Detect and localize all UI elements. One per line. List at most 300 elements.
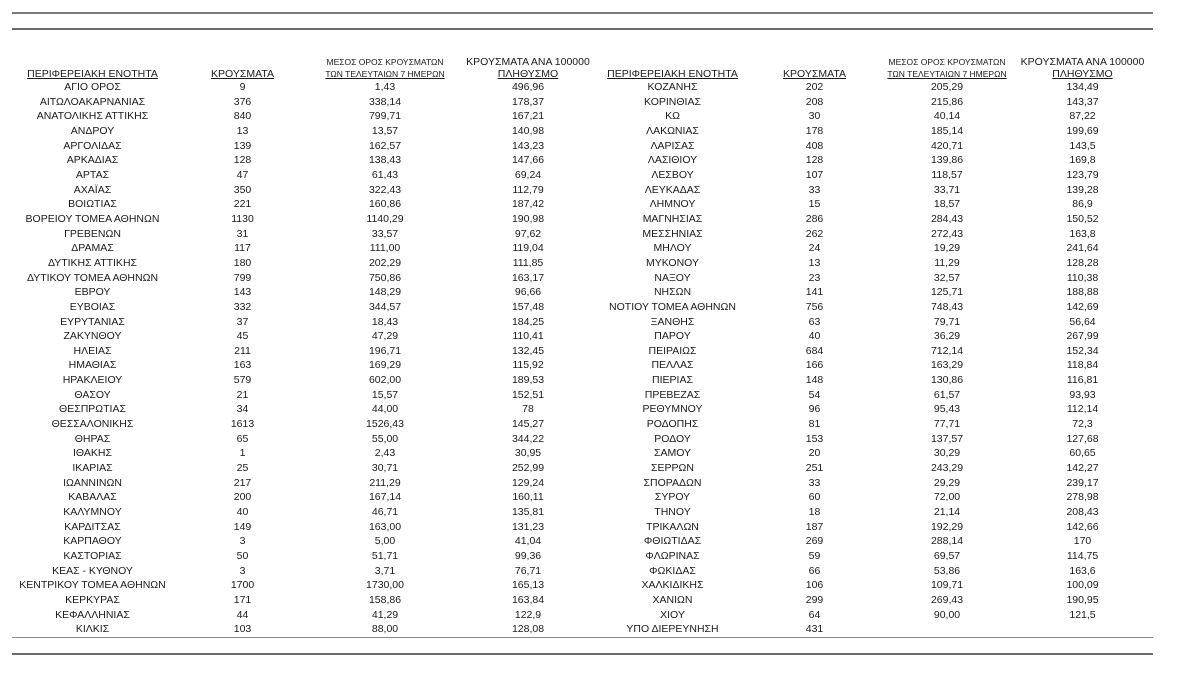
cell-region-right: ΣΥΡΟΥ: [654, 491, 691, 504]
cell-region-left: ΕΒΡΟΥ: [74, 286, 111, 299]
cell-region-left: ΙΚΑΡΙΑΣ: [72, 462, 113, 475]
table-row: [12, 446, 1153, 461]
cell-avg7-left: 160,86: [368, 198, 402, 211]
cell-per100k-right: 118,84: [1066, 359, 1099, 372]
cell-per100k-left: 147,66: [511, 154, 545, 167]
table-row: [12, 534, 1153, 549]
cell-cases-right: 40: [808, 330, 821, 343]
cell-per100k-right: 143,5: [1069, 139, 1096, 152]
table-row: [12, 241, 1153, 256]
cell-per100k-right: 114,75: [1066, 550, 1099, 562]
cell-avg7-right: 11,29: [934, 256, 960, 269]
cell-per100k-right: 60,65: [1069, 447, 1096, 460]
cell-cases-left: 579: [233, 374, 252, 387]
cell-region-left: ΖΑΚΥΝΘΟΥ: [63, 330, 122, 343]
cell-per100k-right: 116,81: [1066, 374, 1099, 387]
cell-region-left: ΑΡΤΑΣ: [75, 168, 110, 181]
cell-cases-right: 286: [805, 212, 824, 225]
header-avg7-left: ΜΕΣΟΣ ΟΡΟΣ ΚΡΟΥΣΜΑΤΩΝ ΤΩΝ ΤΕΛΕΥΤΑΙΩΝ 7 ΗΜΕΡΩΝ: [325, 57, 445, 79]
cell-cases-left: 180: [233, 256, 252, 269]
cell-cases-left: 1700: [230, 579, 255, 592]
cell-cases-left: 163: [233, 359, 252, 372]
cell-per100k-left: 145,27: [511, 418, 545, 431]
cell-region-left: ΔΥΤΙΚΗΣ ΑΤΤΙΚΗΣ: [47, 256, 138, 269]
cell-cases-right: 202: [805, 81, 824, 93]
cell-avg7-right: 420,71: [930, 139, 964, 152]
cell-per100k-right: 134,49: [1066, 81, 1099, 93]
cell-avg7-left: 158,86: [368, 593, 402, 606]
cell-region-left: ΕΥΡΥΤΑΝΙΑΣ: [60, 315, 125, 328]
cell-avg7-right: 32,57: [933, 271, 961, 284]
cell-cases-right: 59: [808, 550, 821, 562]
cell-cases-left: 211: [234, 344, 251, 357]
cell-avg7-left: 163,00: [368, 520, 402, 533]
cell-region-right: ΝΑΞΟΥ: [654, 271, 691, 284]
cell-avg7-right: 21,14: [933, 506, 961, 519]
table-row: [12, 608, 1153, 623]
cell-per100k-left: 99,36: [514, 550, 542, 562]
table-row: [12, 300, 1153, 315]
cell-cases-left: 799: [233, 271, 252, 284]
cell-per100k-left: 152,51: [511, 388, 545, 401]
cell-region-left: ΗΡΑΚΛΕΙΟΥ: [62, 374, 123, 387]
cell-region-right: ΧΙΟΥ: [660, 608, 685, 621]
cell-region-left: ΗΛΕΙΑΣ: [73, 344, 112, 357]
table-row: [12, 432, 1153, 447]
cell-region-left: ΚΑΛΥΜΝΟΥ: [63, 506, 122, 519]
cell-avg7-left: 202,29: [368, 256, 402, 269]
cell-region-left: ΓΡΕΒΕΝΩΝ: [64, 227, 121, 240]
cell-per100k-left: 78: [522, 403, 534, 416]
cell-region-right: ΚΩ: [665, 110, 680, 123]
cell-region-right: ΦΛΩΡΙΝΑΣ: [645, 550, 700, 562]
cell-avg7-left: 1140,29: [366, 212, 404, 225]
cell-per100k-right: 142,69: [1066, 300, 1099, 313]
cell-cases-right: 684: [805, 344, 824, 357]
cell-region-right: ΠΕΛΛΑΣ: [651, 359, 694, 372]
cell-per100k-left: 119,04: [512, 242, 544, 255]
cell-region-left: ΙΩΑΝΝΙΝΩΝ: [63, 476, 122, 489]
cell-per100k-right: 188,88: [1066, 286, 1099, 299]
cell-avg7-left: 799,71: [368, 110, 402, 123]
cell-cases-left: 3: [239, 564, 246, 577]
cell-per100k-right: 93,93: [1069, 388, 1096, 401]
header-cases-right: ΚΡΟΥΣΜΑΤΑ: [783, 68, 846, 80]
cell-cases-left: 217: [233, 476, 252, 489]
cell-region-left: ΑΙΤΩΛΟΑΚΑΡΝΑΝΙΑΣ: [39, 95, 146, 108]
table-row: [12, 593, 1153, 608]
cell-per100k-right: 239,17: [1066, 476, 1099, 489]
cell-avg7-right: 284,43: [930, 212, 964, 225]
cell-cases-right: 30: [808, 110, 821, 123]
cell-avg7-left: 602,00: [368, 374, 402, 387]
cell-region-left: ΒΟΡΕΙΟΥ ΤΟΜΕΑ ΑΘΗΝΩΝ: [25, 212, 160, 225]
cell-avg7-left: 196,71: [368, 344, 402, 357]
cell-avg7-right: 53,86: [933, 564, 961, 577]
table-row: [12, 109, 1153, 124]
table-body: [12, 80, 1153, 637]
cell-avg7-right: 30,29: [933, 447, 961, 460]
regional-cases-table: [12, 52, 1153, 637]
table-row: [12, 402, 1153, 417]
cell-avg7-left: 41,29: [371, 608, 399, 621]
cell-avg7-right: 185,14: [930, 124, 964, 137]
cell-cases-right: 60: [808, 491, 821, 504]
cell-cases-right: 153: [805, 432, 824, 445]
cell-avg7-right: 36,29: [933, 330, 961, 343]
cell-cases-right: 299: [805, 593, 824, 606]
cell-cases-right: 33: [808, 183, 821, 196]
cell-region-left: ΚΑΣΤΟΡΙΑΣ: [63, 550, 122, 562]
bottom-rule-outer: [12, 653, 1153, 655]
cell-avg7-left: 33,57: [371, 227, 399, 240]
cell-avg7-left: 1526,43: [366, 418, 404, 431]
cell-per100k-right: 208,43: [1066, 506, 1099, 519]
cell-cases-left: 40: [236, 506, 249, 519]
cell-avg7-right: 712,14: [930, 344, 964, 357]
cell-avg7-right: 243,29: [930, 462, 964, 475]
cell-per100k-left: 167,21: [511, 110, 545, 123]
cell-cases-right: 431: [805, 623, 824, 636]
cell-avg7-left: 344,57: [368, 300, 402, 313]
cell-avg7-right: 137,57: [930, 432, 964, 445]
cell-cases-right: 262: [805, 227, 824, 240]
cell-per100k-left: 96,66: [514, 286, 542, 299]
cell-cases-right: 187: [805, 520, 824, 533]
cell-per100k-left: 140,98: [511, 124, 545, 137]
cell-avg7-right: 95,43: [933, 403, 961, 416]
cell-avg7-left: 750,86: [368, 271, 402, 284]
cell-cases-right: 208: [805, 95, 824, 108]
cell-region-right: ΜΥΚΟΝΟΥ: [645, 256, 699, 269]
cell-avg7-right: 72,00: [933, 491, 961, 504]
table-row: [12, 505, 1153, 520]
cell-per100k-left: 496,96: [511, 81, 545, 93]
cell-avg7-left: 18,43: [371, 315, 399, 328]
cell-region-right: ΛΕΣΒΟΥ: [651, 168, 694, 181]
cell-avg7-left: 5,00: [374, 535, 396, 548]
cell-per100k-left: 69,24: [514, 168, 542, 181]
table-header: [12, 52, 1153, 80]
cell-per100k-right: 112,14: [1066, 403, 1099, 416]
cell-cases-right: 166: [805, 359, 824, 372]
cell-cases-right: 20: [808, 447, 821, 460]
cell-cases-left: 117: [234, 242, 251, 255]
cell-avg7-left: 111,00: [369, 242, 401, 255]
cell-per100k-left: 128,08: [511, 623, 545, 636]
cell-region-left: ΑΡΚΑΔΙΑΣ: [66, 154, 119, 167]
cell-per100k-right: 163,6: [1069, 564, 1096, 577]
cell-avg7-right: 19,29: [933, 242, 961, 255]
cell-cases-right: 15: [808, 198, 821, 211]
cell-per100k-right: 267,99: [1066, 330, 1099, 343]
cell-cases-right: 408: [805, 139, 824, 152]
header-cases-left: ΚΡΟΥΣΜΑΤΑ: [211, 68, 274, 80]
cell-avg7-left: 47,29: [371, 330, 399, 343]
cell-per100k-left: 115,92: [512, 359, 544, 372]
cell-region-right: ΜΕΣΣΗΝΙΑΣ: [642, 227, 703, 240]
cell-avg7-right: 40,14: [933, 110, 961, 123]
cell-region-left: ΙΘΑΚΗΣ: [73, 447, 112, 460]
cell-region-right: ΤΗΝΟΥ: [654, 506, 691, 519]
cell-region-left: ΚΙΛΚΙΣ: [75, 623, 110, 636]
cell-avg7-right: 748,43: [930, 300, 964, 313]
bottom-rule: [12, 637, 1153, 638]
header-region-right: ΠΕΡΙΦΕΡΕΙΑΚΗ ΕΝΟΤΗΤΑ: [607, 68, 738, 80]
cell-region-left: ΚΑΡΔΙΤΣΑΣ: [64, 520, 121, 533]
cell-region-left: ΚΕΡΚΥΡΑΣ: [65, 593, 120, 606]
cell-cases-right: 96: [808, 403, 821, 416]
table-row: [12, 315, 1153, 330]
table-row: [12, 212, 1153, 227]
cell-cases-left: 143: [233, 286, 252, 299]
cell-avg7-left: 88,00: [371, 623, 399, 636]
cell-region-right: ΛΗΜΝΟΥ: [649, 198, 696, 211]
table-row: [12, 358, 1153, 373]
cell-avg7-right: 205,29: [930, 81, 964, 93]
cell-avg7-right: 125,71: [930, 286, 964, 299]
cell-per100k-left: 112,79: [512, 183, 544, 196]
cell-cases-left: 3: [239, 535, 246, 548]
cell-region-left: ΑΝΑΤΟΛΙΚΗΣ ΑΤΤΙΚΗΣ: [36, 110, 149, 123]
cell-per100k-right: 150,52: [1066, 212, 1099, 225]
cell-cases-right: 141: [805, 286, 824, 299]
cell-region-right: ΡΟΔΟΥ: [654, 432, 691, 445]
cell-per100k-right: 87,22: [1069, 110, 1096, 123]
table-row: [12, 344, 1153, 359]
table-row: [12, 329, 1153, 344]
top-rule: [12, 12, 1153, 14]
cell-cases-left: 149: [233, 520, 252, 533]
cell-avg7-left: 167,14: [368, 491, 402, 504]
header-region-left: ΠΕΡΙΦΕΡΕΙΑΚΗ ΕΝΟΤΗΤΑ: [27, 68, 158, 80]
cell-per100k-right: 163,8: [1069, 227, 1096, 240]
cell-avg7-left: 322,43: [368, 183, 402, 196]
cell-region-left: ΚΑΡΠΑΘΟΥ: [63, 535, 122, 548]
cell-per100k-left: 97,62: [514, 227, 542, 240]
table-row: [12, 183, 1153, 198]
cell-region-right: ΡΟΔΟΠΗΣ: [646, 418, 699, 431]
cell-avg7-right: 29,29: [933, 476, 961, 489]
cell-region-right: ΣΑΜΟΥ: [653, 447, 692, 460]
cell-per100k-right: 86,9: [1072, 198, 1093, 211]
cell-region-right: ΠΕΙΡΑΙΩΣ: [648, 344, 697, 357]
cell-per100k-left: 135,81: [511, 506, 545, 519]
cell-cases-left: 840: [233, 110, 252, 123]
cell-per100k-left: 165,13: [511, 579, 545, 592]
header-per100k-left: ΚΡΟΥΣΜΑΤΑ ΑΝΑ 100000 ΠΛΗΘΥΣΜΟ: [466, 56, 590, 80]
cell-per100k-right: 170: [1073, 535, 1092, 548]
cell-avg7-left: 338,14: [368, 95, 402, 108]
cell-region-right: ΥΠΟ ΔΙΕΡΕΥΝΗΣΗ: [626, 623, 719, 636]
cell-avg7-right: 90,00: [933, 608, 961, 621]
cell-avg7-right: 79,71: [933, 315, 961, 328]
cell-cases-left: 34: [236, 403, 249, 416]
cell-region-right: ΜΗΛΟΥ: [653, 242, 692, 255]
cell-per100k-right: [1012, 622, 1153, 637]
table-row: [12, 197, 1153, 212]
table-row: [12, 388, 1153, 403]
cell-per100k-right: 199,69: [1066, 124, 1099, 137]
cell-cases-left: 128: [233, 154, 252, 167]
header-avg7-right: ΜΕΣΟΣ ΟΡΟΣ ΚΡΟΥΣΜΑΤΩΝ ΤΩΝ ΤΕΛΕΥΤΑΙΩΝ 7 ΗΜΕΡΩΝ: [887, 57, 1007, 79]
cell-per100k-left: 122,9: [514, 608, 542, 621]
cell-avg7-left: 15,57: [371, 388, 399, 401]
cell-region-right: ΝΟΤΙΟΥ ΤΟΜΕΑ ΑΘΗΝΩΝ: [609, 300, 736, 313]
cell-avg7-left: 44,00: [371, 403, 399, 416]
cell-cases-left: 37: [236, 315, 249, 328]
cell-per100k-left: 157,48: [511, 300, 545, 313]
table-row: [12, 285, 1153, 300]
cell-region-right: ΚΟΖΑΝΗΣ: [647, 81, 698, 93]
cell-per100k-right: 278,98: [1066, 491, 1099, 504]
cell-per100k-right: 152,34: [1066, 344, 1099, 357]
cell-cases-right: 128: [805, 154, 824, 167]
cell-per100k-right: 190,95: [1066, 593, 1099, 606]
table-row: [12, 490, 1153, 505]
table-row: [12, 549, 1153, 564]
cell-cases-right: 251: [805, 462, 824, 475]
cell-per100k-left: 76,71: [514, 564, 542, 577]
cell-cases-left: 1: [239, 447, 246, 460]
cell-region-right: ΠΡΕΒΕΖΑΣ: [644, 388, 701, 401]
cell-cases-right: 148: [805, 374, 824, 387]
cell-avg7-right: 69,57: [933, 550, 961, 562]
cell-avg7-left: 13,57: [371, 124, 399, 137]
cell-cases-left: 9: [239, 81, 246, 93]
cell-avg7-right: 109,71: [930, 579, 964, 592]
cell-cases-left: 1130: [231, 212, 254, 225]
cell-per100k-right: 123,79: [1066, 168, 1099, 181]
table-row: [12, 227, 1153, 242]
cell-cases-right: 18: [808, 506, 821, 519]
cell-cases-right: 106: [805, 579, 824, 592]
cell-avg7-left: 3,71: [374, 564, 396, 577]
cell-region-right: ΛΕΥΚΑΔΑΣ: [644, 183, 701, 196]
cell-region-left: ΚΕΝΤΡΙΚΟΥ ΤΟΜΕΑ ΑΘΗΝΩΝ: [19, 579, 166, 592]
cell-region-right: ΤΡΙΚΑΛΩΝ: [646, 520, 699, 533]
cell-avg7-left: 1,43: [374, 81, 396, 93]
cell-per100k-left: 252,99: [511, 462, 545, 475]
top-rule-inner: [12, 28, 1153, 30]
table-row: [12, 417, 1153, 432]
cell-per100k-left: 189,53: [511, 374, 545, 387]
cell-avg7-right: 77,71: [933, 418, 961, 431]
cell-cases-right: 64: [808, 608, 821, 621]
cell-per100k-right: 143,37: [1066, 95, 1099, 108]
cell-per100k-right: 241,64: [1066, 242, 1099, 255]
cell-avg7-left: 61,43: [371, 168, 399, 181]
cell-per100k-left: 190,98: [511, 212, 545, 225]
cell-cases-right: 178: [805, 124, 824, 137]
cell-per100k-right: 169,8: [1069, 154, 1096, 167]
cell-region-left: ΑΝΔΡΟΥ: [70, 124, 115, 137]
cell-per100k-left: 111,85: [512, 256, 544, 269]
cell-avg7-left: 55,00: [371, 432, 399, 445]
cell-region-right: ΠΑΡΟΥ: [654, 330, 691, 343]
cell-cases-right: 66: [808, 564, 821, 577]
cell-cases-right: 63: [808, 315, 821, 328]
cell-cases-left: 332: [233, 300, 252, 313]
cell-cases-right: 33: [808, 476, 821, 489]
cell-cases-right: 269: [805, 535, 824, 548]
cell-per100k-right: 121,5: [1069, 608, 1096, 621]
cell-avg7-left: 169,29: [368, 359, 402, 372]
cell-per100k-left: 143,23: [511, 139, 545, 152]
cell-cases-right: 81: [808, 418, 821, 431]
cell-avg7-right: 272,43: [930, 227, 964, 240]
cell-avg7-left: 30,71: [371, 462, 399, 475]
cell-avg7-right: 269,43: [930, 593, 964, 606]
cell-avg7-right: [882, 622, 1012, 637]
cell-cases-left: 31: [236, 227, 249, 240]
table-row: [12, 95, 1153, 110]
cell-avg7-left: 46,71: [371, 506, 399, 519]
cell-avg7-left: 2,43: [374, 447, 396, 460]
cell-region-left: ΚΑΒΑΛΑΣ: [68, 491, 117, 504]
table-row: [12, 578, 1153, 593]
cell-per100k-left: 129,24: [511, 476, 545, 489]
cell-avg7-right: 118,57: [931, 168, 963, 181]
cell-region-left: ΗΜΑΘΙΑΣ: [68, 359, 117, 372]
cell-cases-left: 65: [236, 432, 249, 445]
cell-region-left: ΔΥΤΙΚΟΥ ΤΟΜΕΑ ΑΘΗΝΩΝ: [26, 271, 159, 284]
cell-region-right: ΛΑΣΙΘΙΟΥ: [647, 154, 698, 167]
cell-region-right: ΜΑΓΝΗΣΙΑΣ: [642, 212, 703, 225]
cell-cases-right: 23: [808, 271, 821, 284]
cell-avg7-right: 61,57: [933, 388, 961, 401]
cell-region-right: ΠΙΕΡΙΑΣ: [652, 374, 693, 387]
cell-region-right: ΣΠΟΡΑΔΩΝ: [643, 476, 702, 489]
cell-cases-left: 171: [233, 593, 252, 606]
cell-per100k-right: 72,3: [1072, 418, 1093, 431]
cell-region-right: ΚΟΡΙΝΘΙΑΣ: [644, 95, 701, 108]
cell-per100k-left: 187,42: [511, 198, 545, 211]
cell-region-right: ΧΑΛΚΙΔΙΚΗΣ: [641, 579, 704, 592]
cell-region-right: ΝΗΣΩΝ: [653, 286, 692, 299]
cell-cases-left: 45: [236, 330, 249, 343]
cell-cases-left: 350: [233, 183, 252, 196]
table-row: [12, 153, 1153, 168]
cell-cases-left: 103: [233, 623, 252, 636]
cell-per100k-left: 110,41: [512, 330, 544, 343]
table-row: [12, 80, 1153, 95]
cell-cases-right: 13: [808, 256, 821, 269]
cell-region-left: ΘΕΣΣΑΛΟΝΙΚΗΣ: [51, 418, 134, 431]
cell-cases-right: 107: [805, 168, 824, 181]
cell-cases-left: 221: [233, 198, 252, 211]
table-row: [12, 622, 1153, 637]
cell-avg7-right: 130,86: [930, 374, 964, 387]
cell-region-right: ΡΕΘΥΜΝΟΥ: [642, 403, 703, 416]
cell-region-left: ΘΗΡΑΣ: [74, 432, 111, 445]
cell-cases-left: 21: [236, 388, 249, 401]
cell-region-left: ΕΥΒΟΙΑΣ: [69, 300, 116, 313]
cell-cases-left: 44: [236, 608, 249, 621]
cell-per100k-right: 110,38: [1066, 271, 1099, 284]
cell-per100k-left: 131,23: [511, 520, 545, 533]
cell-region-left: ΚΕΦΑΛΛΗΝΙΑΣ: [55, 608, 130, 621]
cell-cases-left: 1613: [230, 418, 255, 431]
cell-per100k-right: 142,27: [1066, 462, 1099, 475]
cell-per100k-right: 56,64: [1069, 315, 1096, 328]
cell-region-right: ΛΑΡΙΣΑΣ: [650, 139, 695, 152]
cell-avg7-right: 288,14: [930, 535, 964, 548]
cell-cases-left: 200: [233, 491, 252, 504]
table-row: [12, 256, 1153, 271]
cell-region-right: ΣΕΡΡΩΝ: [651, 462, 694, 475]
cell-cases-right: 24: [808, 242, 821, 255]
